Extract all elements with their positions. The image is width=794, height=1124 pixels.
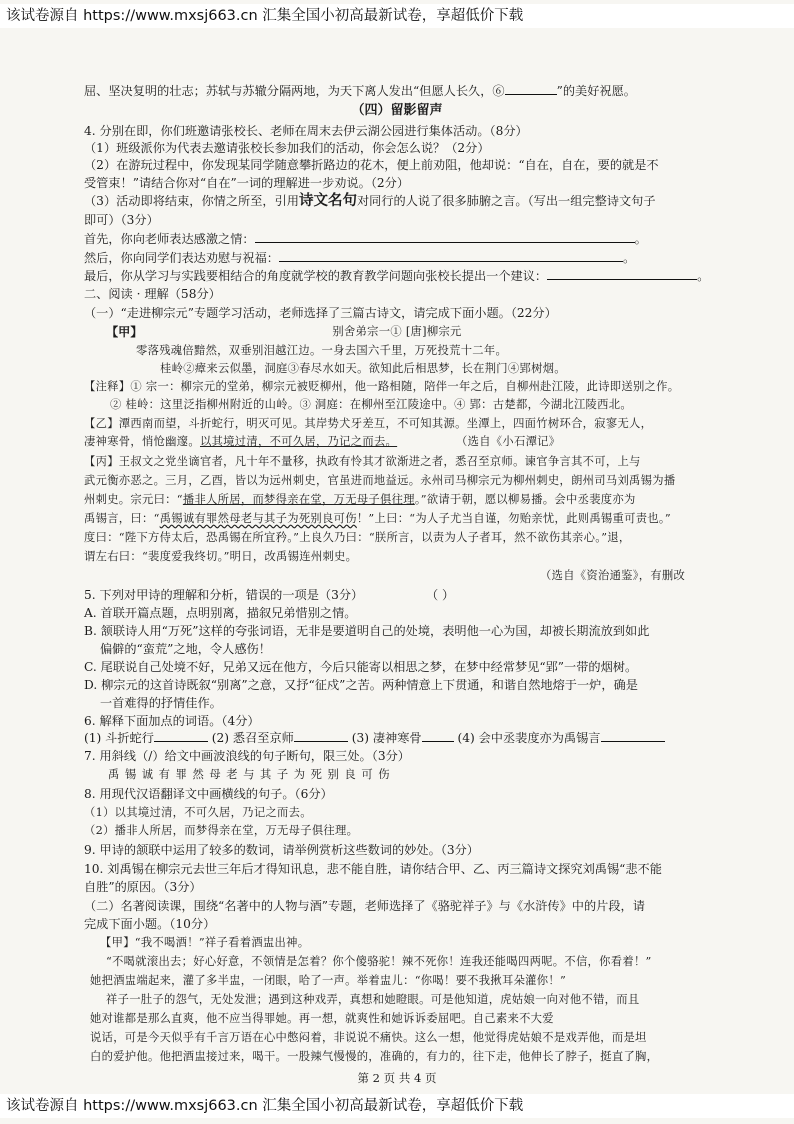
part-two-title: 二、阅读 · 理解（58分）: [84, 287, 221, 301]
page-number: 第 2 页 共 4 页: [357, 1071, 437, 1085]
bing-line-4: [84, 511, 671, 527]
excerpt-jia-heading: 【甲】“我不喝酒！”祥子看着酒盅出神。: [100, 936, 310, 949]
source-banner-top: 该试卷源自 https://www.mxsj663.cn 汇集全国小初高最新试卷，享超低价下载: [0, 4, 794, 28]
q6-item-2: (2) 悉召至京师: [211, 731, 294, 745]
question-4-1: （1）班级派你为代表去邀请张校长参加我们的活动，你会怎么说？（2分）: [84, 141, 490, 155]
poem-line-2: 桂岭②瘴来云似墨，洞庭③春尽水如天。欲知此后相思梦，长在荆门④郢树烟。: [160, 362, 566, 375]
question-7-stem: 7. 用斜线（/）给文中画波浪线的句子断句，限三处。（3分）: [84, 749, 410, 763]
question-4-3-line2: 即可）（3分）: [84, 213, 159, 227]
source-banner-bottom: 该试卷源自 https://www.mxsj663.cn 汇集全国小初高最新试卷，享超低价下载: [0, 1094, 794, 1118]
question-8-2: （2）播非人所居，而梦得亲在堂，万无母子俱往理。: [84, 824, 359, 837]
q6-item-3: (3) 凄神寒骨: [351, 731, 422, 745]
yi-line-2: [84, 434, 397, 450]
excerpt-para-5: 说话，可是今天似乎有千言万语在心中憋闷着，非说说不痛快。这么一想，他觉得虎姑娘不是戏弄他，而是坦: [90, 1031, 647, 1044]
question-10-line1: 10. 刘禹锡在柳宗元去世三年后才得知讯息，悲不能自胜，请你结合甲、乙、丙三篇诗文探究刘禹锡“悲不能: [84, 862, 662, 876]
bing-wavy-sentence: 禹锡诚有罪然母老与其子为死别良可伤: [159, 512, 357, 525]
top-line: [84, 83, 636, 99]
poem-title: 别舍弟宗一① [唐]柳宗元: [332, 325, 462, 338]
question-6-items: [84, 730, 665, 746]
answer-blank[interactable]: [505, 83, 557, 95]
option-a: A. 首联开篇点题，点明别离，描叙兄弟惜别之情。: [84, 606, 357, 620]
answer-blank[interactable]: [279, 250, 623, 262]
question-4-stem: 4. 分别在即，你们班邀请张校长、老师在周末去伊云湖公园进行集体活动。（8分）: [84, 124, 528, 138]
q6-item-4: (4) 会中丞裴度亦为禹锡言: [457, 731, 601, 745]
sub2-line2: 完成下面小题。（10分）: [84, 917, 216, 931]
answer-blank[interactable]: [154, 730, 208, 742]
question-4-2-line2: 受管束！”请结合你对“自在”一词的理解进一步劝说。（2分）: [84, 176, 410, 190]
yi-line-1: 【乙】潭西南而望，斗折蛇行，明灭可见。其岸势犬牙差互，不可知其源。坐潭上，四面竹树环合，寂寥无人，: [84, 417, 653, 430]
bing-line-3: [84, 492, 636, 508]
excerpt-para-2: 她把酒盅端起来，灌了多半盅，一闭眼，哈了一声。举着盅儿：“你喝！要不我揪耳朵灌你！”: [90, 974, 567, 987]
q4-3-text-end: 对同行的人说了很多肺腑之言。（写出一组完整诗文句子: [356, 194, 656, 208]
option-c: C. 尾联说自己处境不好，兄弟又远在他方，今后只能寄以相思之梦，在梦中经常梦见“郢”一带的烟树。: [84, 660, 638, 674]
question-6-stem: 6. 解释下面加点的词语。（4分）: [84, 714, 260, 728]
q6-item-1: (1) 斗折蛇行: [84, 731, 154, 745]
bing-underlined-sentence: 播非人所居，而梦得亲在堂，万无母子俱往理: [182, 493, 415, 506]
sub2-line1: （二）名著阅读课，围绕“名著中的人物与酒”专题，老师选择了《骆驼祥子》与《水浒传》中的片段，请: [84, 899, 645, 913]
bing-line-5: 度曰：“陛下方侍太后，恐禹锡在所宜矜。”上良久乃曰：“朕所言，以责为人子者耳，然不欲伤其亲心。”退，: [84, 531, 631, 544]
excerpt-para-4: 她对谁都是那么直爽，他不应当得罪她。再一想，就爽性和她诉诉委屈吧。自己素来不大爱: [90, 1012, 554, 1025]
poem-line-1: 零落残魂倍黯然，双垂别泪越江边。一身去国六千里，万死投荒十二年。: [136, 344, 508, 357]
note-line-1: 【注释】① 宗一：柳宗元的堂弟，柳宗元被贬柳州，他一路相随，陪伴一年之后，自柳州赴江陵，此诗即送别之作。: [84, 380, 680, 393]
bing-text-end: 。”欲请于朝，愿以柳易播。会中丞裴度亦为: [414, 493, 636, 506]
answer-line-last: 最后，你从学习与实践要相结合的角度就学校的教育教学问题向张校长提出一个建议： 。: [84, 269, 710, 283]
answer-prompt-last: 最后，你从学习与实践要相结合的角度就学校的教育教学问题向张校长提出一个建议：: [84, 269, 548, 283]
answer-blank[interactable]: [601, 730, 665, 742]
answer-blank[interactable]: [547, 268, 697, 280]
answer-blank[interactable]: [255, 231, 635, 243]
question-5-answer-paren[interactable]: （ ）: [426, 588, 455, 602]
top-line-text-end: ”的美好祝愿。: [556, 84, 636, 98]
answer-blank[interactable]: [422, 730, 454, 742]
bing-line-6: 谓左右曰：“裴度爱我终切。”明日，改禹锡连州刺史。: [84, 550, 358, 563]
bing-line-1: 【丙】王叔文之党坐谪官者，凡十年不量移，执政有怜其才欲渐进之者，悉召至京师。谏官争言其不可，上与: [84, 455, 641, 468]
section-heading: （四）留影留声: [351, 103, 443, 118]
yi-text: 凄神寒骨，悄怆幽邃。: [84, 435, 200, 448]
option-d-line2: 一首难得的抒情佳作。: [100, 696, 222, 710]
jia-label: 【甲】: [106, 325, 143, 339]
excerpt-para-3: 祥子一肚子的怨气，无处发泄；遇到这种戏弄，真想和她瞪眼。可是他知道，虎姑娘一向对他不错，而且: [106, 993, 640, 1006]
answer-prompt-then: 然后，你向同学们表达劝慰与祝福：: [84, 251, 279, 265]
bing-source: （选自《资治通鉴》，有删改: [540, 569, 686, 582]
answer-line-then: 然后，你向同学们表达劝慰与祝福： 。: [84, 251, 636, 265]
question-5-stem: 5. 下列对甲诗的理解和分析，错误的一项是（3分）: [84, 588, 364, 602]
part-two-sub1: （一）“走进柳宗元”专题学习活动，老师选择了三篇古诗文，请完成下面小题。（22分）: [84, 306, 557, 320]
excerpt-para-6: 白的爱护他。他把酒盅接过来，喝干。一股辣气慢慢的，准确的，有力的，往下走，他伸长了脖子，挺直了胸，: [90, 1050, 659, 1063]
question-8-1: （1）以其境过清，不可久居，乃记之而去。: [84, 806, 312, 819]
excerpt-para-1: “不喝就滚出去；好心好意，不领情是怎着？你个傻骆驼！辣不死你！连我还能喝四两呢。不信，你看着！”: [106, 955, 652, 968]
question-7-sentence: 禹 锡 诚 有 罪 然 母 老 与 其 子 为 死 别 良 可 伤: [108, 768, 391, 781]
q4-3-text: （3）活动即将结束，你情之所至，引用: [84, 194, 299, 208]
bing-text-end: ！”上曰：“为人子尤当自谨，勿贻亲忧，此则禹锡重可责也。”: [356, 512, 671, 525]
question-8-stem: 8. 用现代汉语翻译文中画横线的句子。（6分）: [84, 787, 333, 801]
top-line-text: 屈、坚决复明的壮志；苏轼与苏辙分隔两地，为天下离人发出“但愿人长久，⑥: [84, 84, 505, 98]
question-10-line2: 自胜”的原因。（3分）: [84, 880, 202, 894]
option-d-line1: D. 柳宗元的这首诗既叙“别离”之意，又抒“征戍”之苦。两种情意上下贯通，和谐自然地熔于一炉，确是: [84, 678, 638, 692]
answer-prompt-first: 首先，你向老师表达感激之情：: [84, 232, 255, 246]
yi-source: （选自《小石潭记》: [456, 435, 561, 448]
yi-underlined-sentence: 以其境过清，不可久居，乃记之而去。: [199, 435, 398, 448]
option-b-line2: 偏僻的“蛮荒”之地，令人感伤！: [100, 642, 271, 656]
question-4-3-line1: [84, 193, 656, 209]
note-line-2: ② 桂岭：这里泛指柳州附近的山岭。③ 洞庭：在柳州至江陵途中。④ 郢：古楚都，今湖北江陵西北。: [110, 398, 632, 411]
question-9: 9. 甲诗的颔联中运用了较多的数词，请举例赏析这些数词的妙处。（3分）: [84, 843, 479, 857]
answer-blank[interactable]: [294, 730, 348, 742]
q4-3-emphasis: 诗文名句: [298, 192, 357, 209]
bing-text: 禹锡言，曰：“: [84, 512, 160, 525]
bing-line-2: 武元衡亦恶之。三月，乙酉，皆以为远州刺史，官虽进而地益远。永州司马柳宗元为柳州刺史，朗州司马刘禹锡为播: [84, 474, 676, 487]
option-b-line1: B. 颔联诗人用“万死”这样的夸张词语，无非是要道明自己的处境，表明他一心为国，却被长期流放到如此: [84, 624, 650, 638]
answer-line-first: 首先，你向老师表达感激之情： 。: [84, 232, 647, 246]
question-4-2-line1: （2）在游玩过程中，你发现某同学随意攀折路边的花木，便上前劝阻，他却说：“自在，自在，要的就是不: [84, 158, 659, 172]
bing-text: 州刺史。宗元曰：“: [84, 493, 183, 506]
